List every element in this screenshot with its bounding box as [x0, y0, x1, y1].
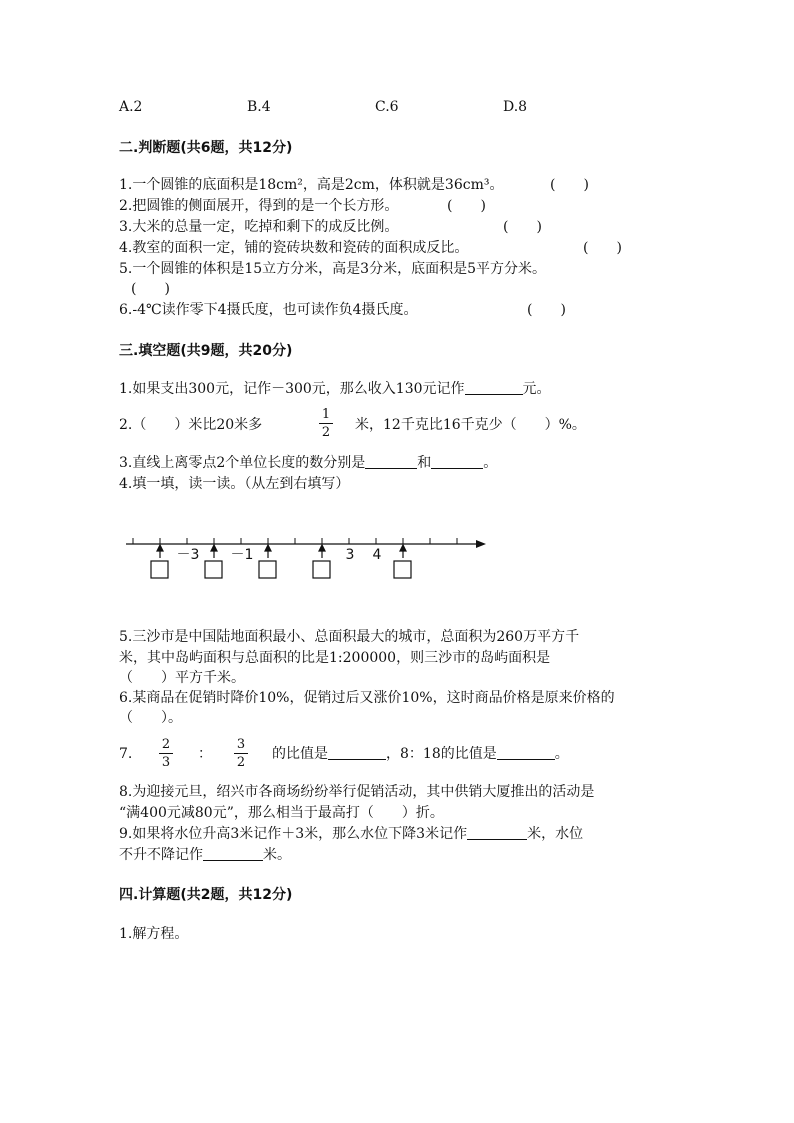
fill-q5-line2: 米，其中岛屿面积与总面积的比是1:200000，则三沙市的岛屿面积是 [119, 650, 551, 666]
fill-q7-label: 7. [119, 746, 133, 762]
fill-q9-text-b: 米，水位 [527, 826, 584, 842]
pointer-arrow [400, 545, 406, 551]
fill-q7-tail: 。 [554, 746, 569, 762]
fill-q7-text-b: ，8：18的比值是 [386, 746, 497, 762]
number-line-label-neg1: －1 [230, 547, 254, 563]
fill-q8-line2: “满400元减80元”，那么相当于最高打（ ）折。 [119, 805, 444, 821]
calculation-q1: 1.解方程。 [119, 926, 189, 942]
fill-q1 [119, 379, 551, 399]
fill-q1-text: 1.如果支出300元，记作－300元，那么收入130元记作 [119, 381, 465, 397]
fill-q2-part1: 2.（ ）米比20米多 [119, 417, 263, 433]
fill-q2-fraction [319, 407, 333, 440]
fill-q9-tail: 米。 [263, 847, 291, 863]
fill-q9-line2 [119, 845, 291, 865]
fill-q7-blank-2[interactable] [497, 745, 555, 760]
fill-q1-blank[interactable] [465, 380, 523, 395]
fill-q5-line1: 5.三沙市是中国陆地面积最小、总面积最大的城市，总面积为260万平方千 [119, 629, 580, 645]
fill-q9-line1 [119, 824, 583, 844]
answer-box-1[interactable] [151, 561, 168, 578]
judgment-q1: 1.一个圆锥的底面积是18cm²，高是2cm，体积就是36cm³。 [119, 177, 504, 193]
fill-q7-fraction-1-numerator: 2 [161, 737, 171, 752]
fill-q6-line2: （ ）。 [119, 710, 182, 726]
option-a: A.2 [119, 99, 143, 115]
judgment-q5: 5.一个圆锥的体积是15立方分米，高是3分米，底面积是5平方分米。 [119, 261, 546, 277]
section-title-fill: 三.填空题(共9题，共20分) [119, 343, 293, 359]
number-line-diagram [120, 528, 490, 584]
option-c: C.6 [375, 99, 399, 115]
fill-q5-line3: （ ）平方千米。 [119, 670, 245, 686]
fill-q3-blank-2[interactable] [431, 454, 483, 469]
fill-q6-line1: 6.某商品在促销时降价10%，促销过后又涨价10%，这时商品价格是原来价格的 [119, 690, 615, 706]
fill-q7-colon: ： [198, 746, 212, 762]
section-title-judgment: 二.判断题(共6题，共12分) [119, 140, 293, 156]
fill-q7-fraction-1-denominator: 3 [161, 755, 171, 770]
fill-q8-line1: 8.为迎接元旦，绍兴市各商场纷纷举行促销活动，其中供销大厦推出的活动是 [119, 784, 595, 800]
judgment-q2: 2.把圆锥的侧面展开，得到的是一个长方形。 [119, 198, 399, 214]
judgment-q2-paren: ( ) [447, 198, 486, 214]
pointer-arrow [157, 545, 163, 551]
fill-q7-rest [272, 744, 569, 764]
fill-q7-fraction-2-numerator: 3 [236, 737, 246, 752]
pointer-arrow [211, 545, 217, 551]
fill-q9-blank-1[interactable] [467, 825, 527, 840]
judgment-q6: 6.-4℃读作零下4摄氏度，也可读作负4摄氏度。 [119, 302, 418, 318]
fill-q3-tail: 。 [483, 455, 498, 471]
fill-q7-fraction-1 [159, 737, 173, 770]
fill-q7-blank-1[interactable] [328, 745, 386, 760]
fill-q3-text: 3.直线上离零点2个单位长度的数分别是 [119, 455, 366, 471]
number-line-label-neg3: －3 [176, 547, 200, 563]
number-line-label-3: 3 [345, 547, 355, 563]
judgment-q4-paren: ( ) [583, 240, 622, 256]
fill-q7-text-a: 的比值是 [272, 746, 328, 762]
fill-q9-text-c: 不升不降记作 [119, 847, 203, 863]
answer-box-3[interactable] [259, 561, 276, 578]
pointer-arrow [265, 545, 271, 551]
judgment-q1-paren: ( ) [550, 177, 589, 193]
judgment-q6-paren: ( ) [527, 302, 566, 318]
fill-q2-numerator: 1 [321, 407, 331, 422]
fill-q3 [119, 453, 497, 473]
answer-box-4[interactable] [313, 561, 330, 578]
answer-box-2[interactable] [205, 561, 222, 578]
section-title-calculation: 四.计算题(共2题，共12分) [119, 887, 293, 903]
judgment-q5-paren: ( ) [131, 281, 170, 297]
number-line-label-4: 4 [372, 547, 382, 563]
judgment-q3: 3.大米的总量一定，吃掉和剩下的成反比例。 [119, 219, 399, 235]
fill-q3-blank-1[interactable] [365, 454, 417, 469]
fill-q9-blank-2[interactable] [203, 846, 263, 861]
fill-q3-and: 和 [417, 455, 432, 471]
option-b: B.4 [247, 99, 271, 115]
fill-q2-denominator: 2 [321, 425, 331, 440]
answer-box-5[interactable] [394, 561, 411, 578]
option-d: D.8 [503, 99, 528, 115]
judgment-q4: 4.教室的面积一定，铺的瓷砖块数和瓷砖的面积成反比。 [119, 240, 469, 256]
fill-q4: 4.填一填，读一读。（从左到右填写） [119, 476, 350, 492]
judgment-q3-paren: ( ) [503, 219, 542, 235]
fill-q2-part2: 米，12千克比16千克少（ ）%。 [355, 417, 586, 433]
fill-q7-fraction-2-denominator: 2 [236, 755, 246, 770]
fill-q9-text-a: 9.如果将水位升高3米记作＋3米，那么水位下降3米记作 [119, 826, 468, 842]
fill-q1-tail: 元。 [522, 381, 551, 397]
number-line-arrowhead [476, 540, 486, 548]
fill-q7-fraction-2 [234, 737, 248, 770]
pointer-arrow [319, 545, 325, 551]
